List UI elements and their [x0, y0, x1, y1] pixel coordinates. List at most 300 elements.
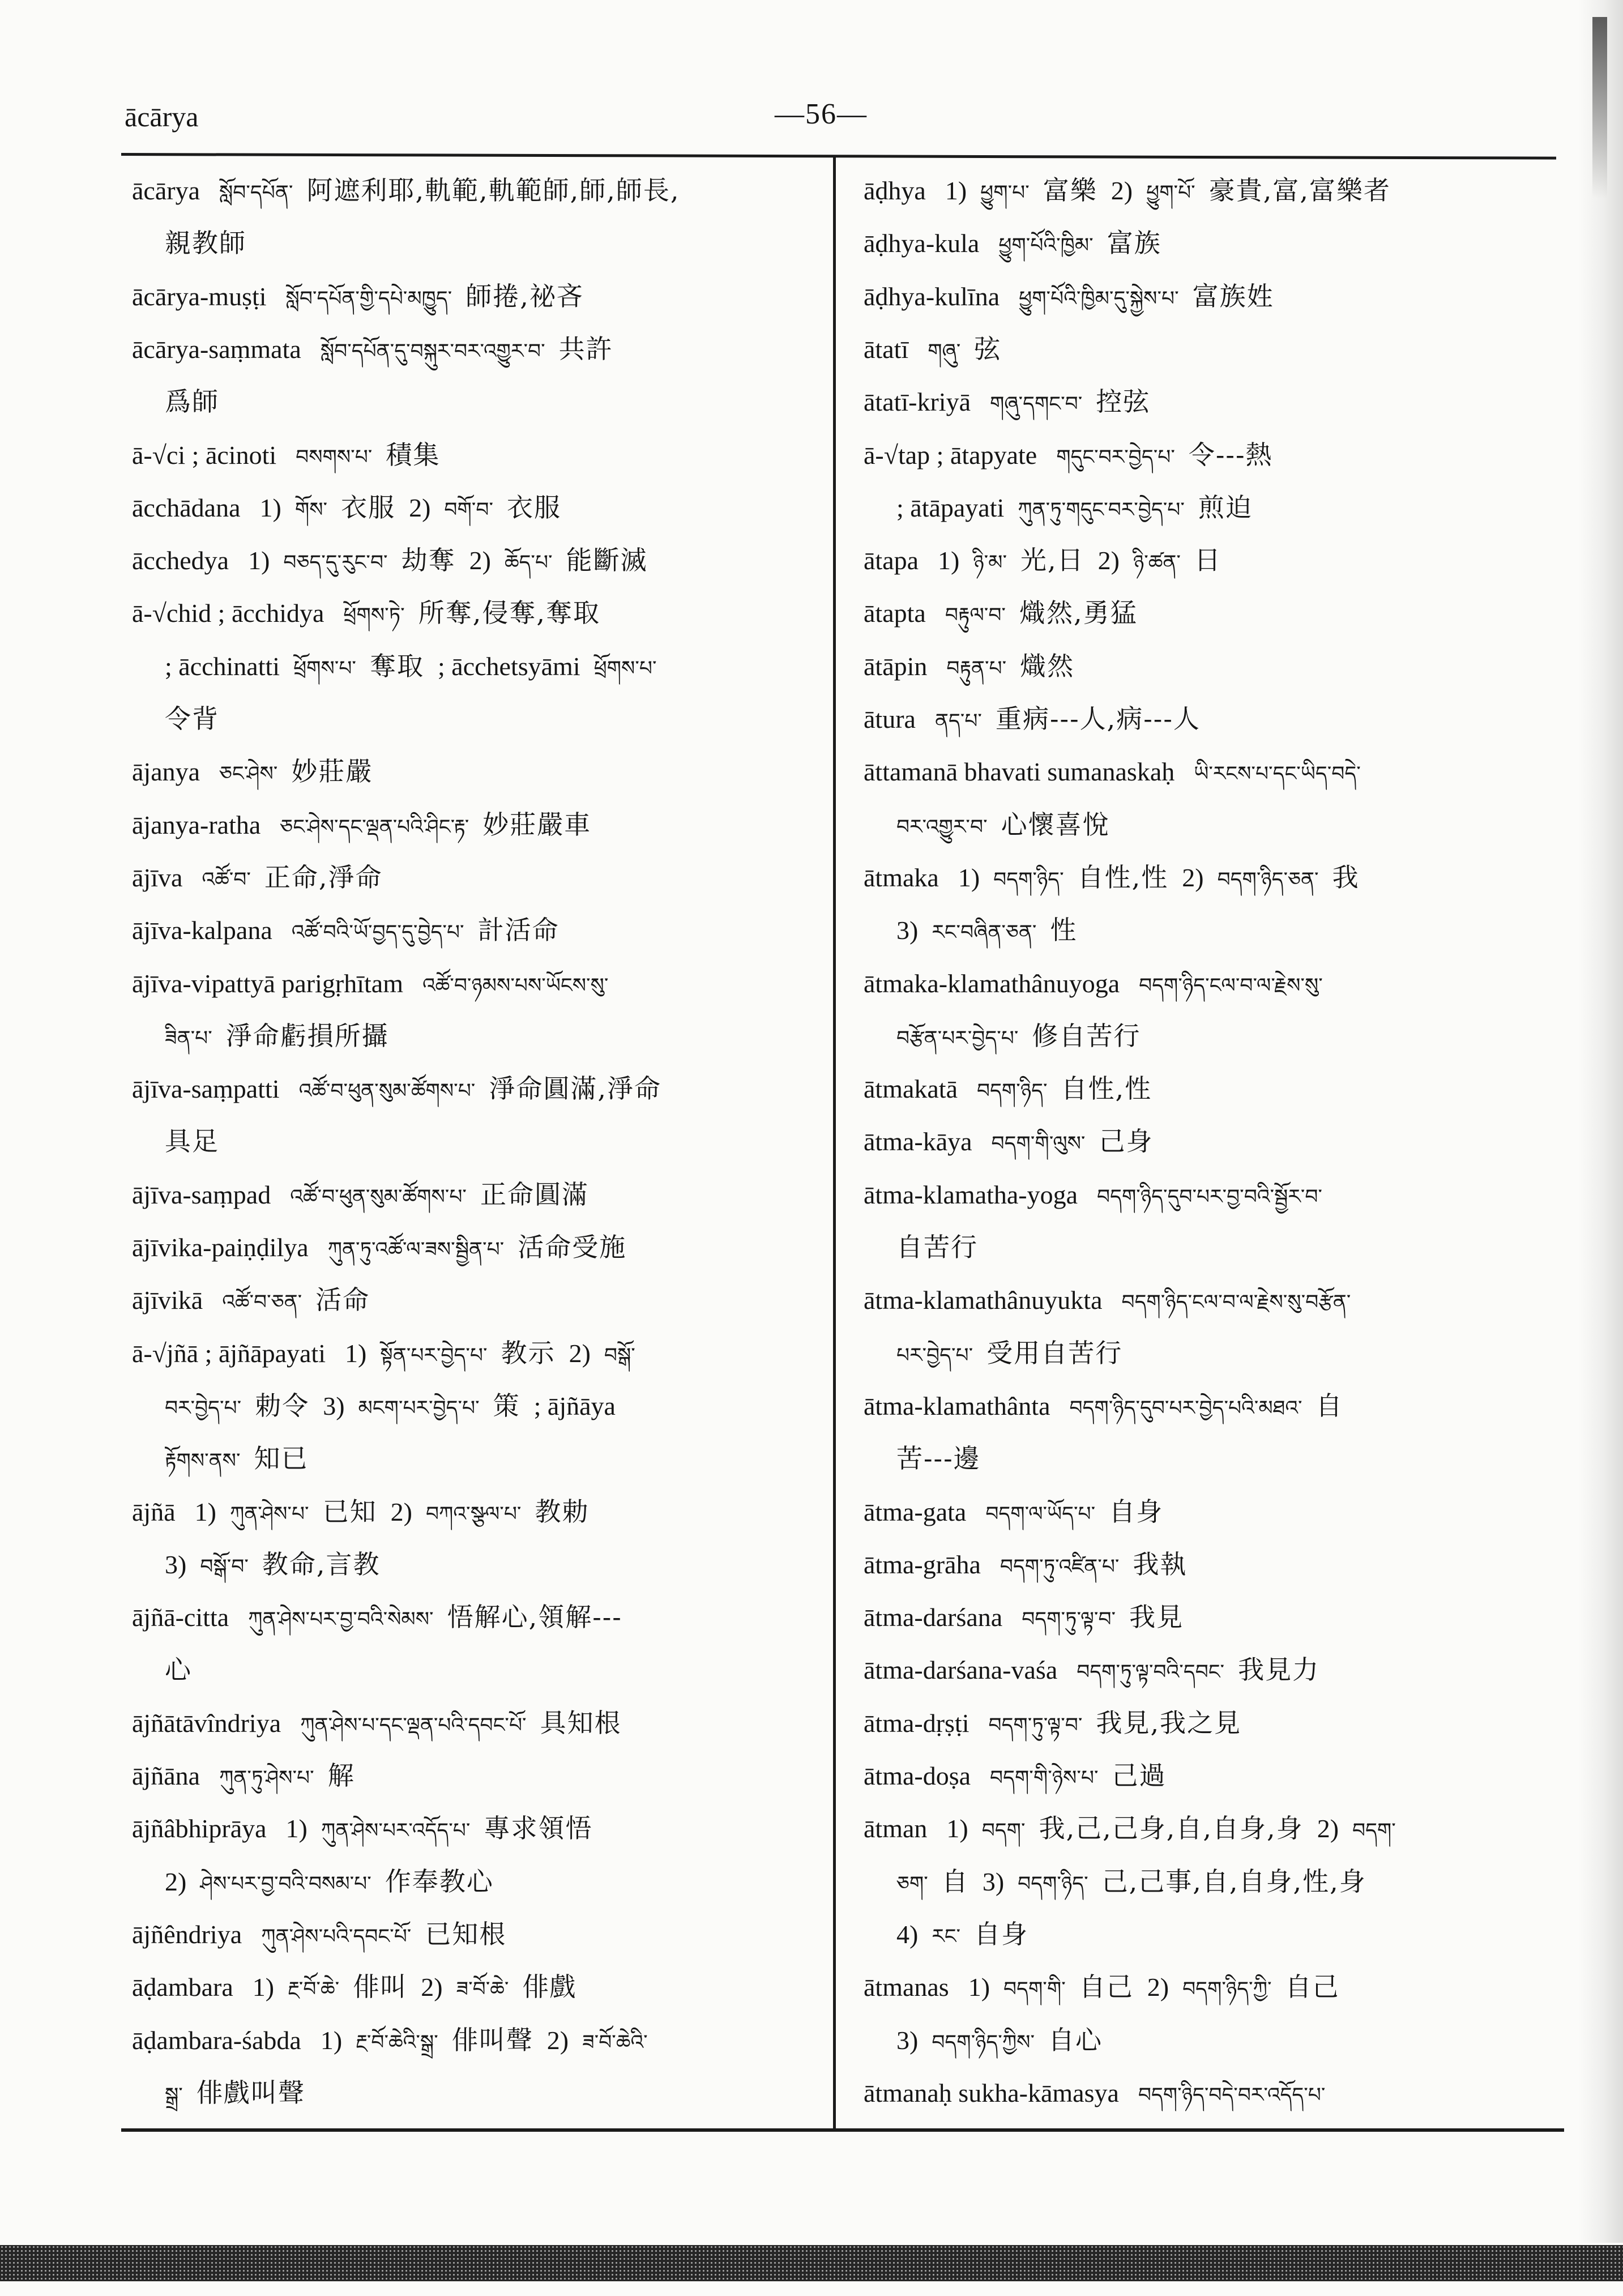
headword: ācārya-muṣṭi — [132, 281, 267, 311]
sense-number: 1) — [285, 1814, 307, 1843]
tibetan-equivalent: ཕྲོགས་ཏེ་ — [343, 604, 405, 628]
entry-first-line — [132, 164, 826, 217]
entry-first-line — [132, 1062, 826, 1115]
entry-first-line — [132, 1221, 826, 1274]
entry-continuation-line — [165, 1432, 826, 1485]
entry-first-line — [864, 1168, 1563, 1221]
tibetan-equivalent: ཉི་མ་ — [973, 551, 1007, 575]
tibetan-equivalent: འཚོ་བའི་ཡོ་བྱད་དུ་བྱེད་པ་ — [291, 921, 464, 945]
chinese-equivalent: 能斷滅 — [566, 545, 648, 576]
tibetan-equivalent: བདག་ཉིད་དུབ་པར་བྱ་བའི་སྦྱོར་བ་ — [1097, 1185, 1322, 1209]
chinese-equivalent: 己,己事,自,自身,性,身 — [1101, 1866, 1366, 1897]
tibetan-equivalent: ཅང་ཤེས་ — [219, 762, 278, 786]
tibetan-equivalent: པར་བྱེད་པ་ — [896, 1343, 973, 1367]
headword: ācārya — [132, 176, 200, 205]
left-column — [132, 164, 826, 2124]
sanskrit-form: ; ājñāya — [533, 1391, 616, 1420]
chinese-equivalent: 策 — [493, 1390, 520, 1421]
chinese-equivalent: 妙莊嚴 — [291, 756, 373, 787]
entry-first-line — [132, 270, 826, 323]
tibetan-equivalent: བདག་ཏུ་ལྟ་བའི་དབང་ — [1077, 1661, 1225, 1684]
chinese-equivalent: 自 — [941, 1866, 969, 1897]
chinese-equivalent: 自苦行 — [896, 1232, 978, 1262]
chinese-equivalent: 己身 — [1099, 1126, 1154, 1157]
tibetan-equivalent: སྟོན་པར་བྱེད་པ་ — [380, 1343, 488, 1367]
chinese-equivalent: 光,日 — [1020, 545, 1084, 576]
chinese-equivalent: 我見力 — [1238, 1654, 1320, 1685]
headword: ājñā-citta — [132, 1603, 229, 1632]
tibetan-equivalent: ཕྱུག་པ་ — [980, 181, 1030, 204]
chinese-equivalent: 積集 — [386, 439, 441, 470]
chinese-equivalent: 我見,我之見 — [1096, 1707, 1242, 1738]
tibetan-equivalent: བསྒོ་ — [604, 1343, 635, 1367]
headword: ātma-grāha — [864, 1550, 981, 1579]
sense-number: 1) — [320, 2025, 343, 2055]
entry-first-line — [864, 957, 1563, 1010]
tibetan-equivalent: ཀུན་ཤེས་པར་བྱ་བའི་སེམས་ — [248, 1608, 434, 1632]
entry-first-line — [864, 693, 1563, 745]
sense-number: 3) — [982, 1867, 1005, 1896]
tibetan-equivalent: གཞུ་དགང་བ་ — [990, 392, 1083, 416]
scan-edge-shadow — [1578, 0, 1623, 2243]
tibetan-equivalent: སློབ་དཔོན་གྱི་དཔེ་མཁྱུད་ — [285, 287, 452, 310]
headword: ātmaka — [864, 863, 939, 892]
tibetan-equivalent: ཤེས་པར་བྱ་བའི་བསམ་པ་ — [200, 1872, 371, 1896]
tibetan-equivalent: བདག་ཉིད་ — [977, 1079, 1048, 1103]
headword: ācchedya — [132, 546, 229, 575]
entry-first-line — [864, 1380, 1563, 1432]
tibetan-equivalent: ཟིན་པ་ — [165, 1026, 212, 1050]
tibetan-equivalent: གདུང་བར་བྱེད་པ་ — [1056, 445, 1175, 469]
tibetan-equivalent: རང་ — [932, 1924, 961, 1948]
chinese-equivalent: 悟解心,領解--- — [447, 1602, 622, 1633]
chinese-equivalent: 親教師 — [165, 228, 246, 259]
tibetan-equivalent: རྔ་བོ་ཆེའི་སྒྲ་ — [356, 2030, 438, 2054]
headword: ātāpin — [864, 651, 928, 681]
headword: ātapa — [864, 546, 919, 575]
headword: ājīvika-paiṇḍilya — [132, 1233, 309, 1262]
tibetan-equivalent: ཀུན་ཤེས་པ་ — [229, 1502, 309, 1526]
chinese-equivalent: 自性,性 — [1077, 861, 1169, 893]
chinese-equivalent: 熾然,勇猛 — [1019, 598, 1138, 629]
headword: ātatī-kriyā — [864, 387, 971, 417]
tibetan-equivalent: ཕྱུག་པོ་ — [1146, 181, 1195, 204]
sense-number: 3) — [896, 916, 919, 945]
sense-number: 1) — [252, 1973, 275, 2002]
entry-continuation-line — [896, 799, 1563, 851]
headword: ājñâbhiprāya — [132, 1814, 267, 1843]
tibetan-equivalent: ཀུན་ཤེས་པའི་དབང་པོ་ — [261, 1924, 412, 1948]
chinese-equivalent: 正命圓滿 — [480, 1179, 589, 1210]
entry-first-line — [864, 270, 1563, 323]
sense-number: 1) — [946, 1814, 968, 1843]
entry-continuation-line — [896, 1221, 1563, 1274]
entry-first-line — [132, 745, 826, 798]
tibetan-equivalent: བཀའ་སྩལ་པ་ — [425, 1502, 522, 1526]
headword: ā-√ci ; ācinoti — [132, 440, 277, 470]
tibetan-equivalent: བདག་ཉིད་ཀྱིས་ — [932, 2030, 1035, 2054]
tibetan-equivalent: རང་བཞིན་ཅན་ — [932, 921, 1037, 945]
entry-continuation-line — [165, 1538, 826, 1591]
tibetan-equivalent: བར་བྱེད་པ་ — [165, 1396, 242, 1420]
entry-first-line — [132, 1749, 826, 1802]
entry-first-line — [132, 957, 826, 1010]
tibetan-equivalent: བདག་ལ་ཡོད་པ་ — [985, 1502, 1096, 1526]
tibetan-equivalent: སློབ་དཔོན་ — [219, 181, 293, 204]
sense-number: 1) — [958, 863, 980, 892]
tibetan-equivalent: ཕྲོགས་པ་ — [293, 656, 356, 680]
chinese-equivalent: 衣服 — [507, 492, 562, 523]
chinese-equivalent: 我見 — [1129, 1602, 1184, 1633]
chinese-equivalent: 俳戲叫聲 — [196, 2077, 305, 2108]
entry-first-line — [132, 1274, 826, 1326]
tibetan-equivalent: གཞུ་ — [928, 339, 961, 363]
tibetan-equivalent: ཅང་ཤེས་དང་ལྡན་པའི་ཤིང་རྟ་ — [280, 815, 469, 839]
tibetan-equivalent: ཀུན་ཤེས་པར་འདོད་པ་ — [321, 1819, 471, 1843]
tibetan-equivalent: ཀུན་ཏུ་འཚོ་ལ་ཟས་སྦྱིན་པ་ — [327, 1238, 505, 1261]
chinese-equivalent: 自己 — [1079, 1971, 1134, 2003]
tibetan-equivalent: བདག་ཉིད་ཀྱི་ — [1182, 1978, 1272, 2001]
sense-number: 2) — [421, 1973, 443, 2002]
chinese-equivalent: 解 — [327, 1760, 355, 1791]
sense-number: 3) — [165, 1550, 187, 1579]
headword: ājñāna — [132, 1761, 200, 1790]
entry-first-line — [132, 481, 826, 534]
entry-continuation-line — [165, 693, 826, 745]
tibetan-equivalent: ཟ་བོ་ཆེ་ — [456, 1978, 509, 2001]
headword: ātma-klamathânuyukta — [864, 1286, 1103, 1315]
entry-first-line — [864, 1591, 1563, 1644]
page-number: —56— — [775, 98, 868, 130]
tibetan-equivalent: བདག་ཉིད་བདེ་བར་འདོད་པ་ — [1138, 2083, 1326, 2107]
tibetan-equivalent: བདག་ཉིད་དུབ་པར་བྱེད་པའི་མཐའ་ — [1069, 1396, 1302, 1420]
chinese-equivalent: 自心 — [1048, 2024, 1103, 2055]
entry-first-line — [132, 429, 826, 481]
chinese-equivalent: 豪貴,富,富樂者 — [1208, 175, 1391, 206]
entry-continuation-line — [165, 1644, 826, 1696]
headword: āḍhya-kulīna — [864, 281, 1000, 311]
headword: ājīva-kalpana — [132, 916, 272, 945]
headword: ā-√tap ; ātapyate — [864, 440, 1037, 470]
chinese-equivalent: 自性,性 — [1061, 1073, 1152, 1104]
sense-number: 1) — [938, 546, 960, 575]
tibetan-equivalent: བདག་གི་ལུས་ — [991, 1132, 1086, 1156]
entry-first-line — [132, 799, 826, 851]
headword: ātma-dṛṣṭi — [864, 1708, 969, 1738]
sense-number: 2) — [1317, 1814, 1339, 1843]
tibetan-equivalent: བསགས་པ་ — [296, 445, 373, 469]
chinese-equivalent: 具足 — [165, 1126, 219, 1157]
tibetan-equivalent: བདག་ — [981, 1819, 1026, 1843]
entry-continuation-line — [165, 1855, 826, 1908]
tibetan-equivalent: བདག་གི་ཉེས་པ་ — [990, 1766, 1099, 1790]
headword: ātmanaḥ sukha-kāmasya — [864, 2078, 1119, 2107]
entry-first-line — [132, 587, 826, 639]
chinese-equivalent: 煎迫 — [1198, 492, 1253, 523]
chinese-equivalent: 富樂 — [1043, 175, 1097, 206]
chinese-equivalent: 已知根 — [425, 1918, 507, 1949]
chinese-equivalent: 令背 — [165, 703, 219, 734]
entry-continuation-line — [165, 2067, 826, 2119]
headword: ātmakatā — [864, 1074, 958, 1104]
entry-first-line — [132, 1961, 826, 2013]
chinese-equivalent: 正命,淨命 — [264, 861, 383, 893]
headword: ātmaka-klamathânuyoga — [864, 968, 1120, 998]
headword: ājñêndriya — [132, 1919, 242, 1949]
sense-number: 3) — [323, 1391, 345, 1420]
entry-first-line — [132, 1327, 826, 1380]
entry-first-line — [132, 1591, 826, 1644]
headword: ājīva — [132, 863, 183, 892]
running-head: ācārya — [125, 101, 199, 133]
entry-continuation-line — [165, 375, 826, 428]
tibetan-equivalent: འཚོ་བ་ཕུན་སུམ་ཚོགས་པ་ — [290, 1185, 467, 1209]
headword: ā-√chid ; ācchidya — [132, 599, 324, 628]
chinese-equivalent: 我 — [1332, 861, 1360, 893]
tibetan-equivalent: བརྟུལ་བ་ — [945, 604, 1006, 628]
tibetan-equivalent: བར་འགྱུར་བ་ — [896, 815, 988, 839]
chinese-equivalent: 控弦 — [1096, 386, 1151, 417]
entry-first-line — [864, 1115, 1563, 1168]
headword: āttamanā bhavati sumanaskaḥ — [864, 757, 1175, 787]
entry-first-line — [864, 1749, 1563, 1802]
entry-continuation-line — [165, 1010, 826, 1062]
chinese-equivalent: 教勅 — [535, 1496, 590, 1527]
chinese-equivalent: 爲師 — [165, 386, 219, 417]
tibetan-equivalent: ཟ་བོ་ཆེའི་ — [582, 2030, 648, 2054]
tibetan-equivalent: འཚོ་བ་ — [202, 868, 251, 891]
entry-first-line — [864, 375, 1563, 428]
tibetan-equivalent: ཆོད་པ་ — [504, 551, 553, 575]
tibetan-equivalent: བདག་ — [1352, 1819, 1396, 1843]
chinese-equivalent: 富族姓 — [1192, 280, 1274, 311]
chinese-equivalent: 已知 — [322, 1496, 377, 1527]
chinese-equivalent: 阿遮利耶,軌範,軌範師,師,師長, — [306, 175, 680, 206]
chinese-equivalent: 計活命 — [477, 915, 559, 946]
chinese-equivalent: 共許 — [558, 333, 613, 364]
scan-edge-streak — [1592, 17, 1607, 198]
chinese-equivalent: 修自苦行 — [1032, 1020, 1141, 1051]
chinese-equivalent: 作奉教心 — [385, 1866, 494, 1897]
tibetan-equivalent: ཀུན་ཏུ་གདུང་བར་བྱེད་པ་ — [1018, 498, 1185, 522]
entry-first-line — [864, 164, 1563, 217]
chinese-equivalent: 教示 — [501, 1337, 556, 1368]
headword: āḍambara — [132, 1973, 233, 2002]
chinese-equivalent: 富族 — [1107, 228, 1161, 259]
tibetan-equivalent: བསྒོ་བ་ — [200, 1555, 249, 1578]
headword: ātapta — [864, 599, 926, 628]
tibetan-equivalent: འཚོ་བ་ཕུན་སུམ་ཚོགས་པ་ — [298, 1079, 476, 1103]
chinese-equivalent: 自身 — [1109, 1496, 1164, 1527]
tibetan-equivalent: བདག་ཉིད་ངལ་བ་ལ་རྗེས་སུ་ — [1139, 974, 1323, 997]
tibetan-equivalent: ཕྱུག་པོའི་ཁྱིམ་དུ་སྐྱེས་པ་ — [1019, 287, 1179, 310]
entry-first-line — [864, 323, 1563, 375]
chinese-equivalent: 自 — [1316, 1390, 1343, 1421]
chinese-equivalent: 心懷喜悅 — [1001, 809, 1110, 840]
entry-continuation-line — [165, 217, 826, 270]
sense-number: 3) — [896, 2025, 919, 2055]
headword: āḍhya — [864, 176, 926, 205]
tibetan-equivalent: བརྩོན་པར་བྱེད་པ་ — [896, 1026, 1019, 1050]
headword: ā-√jñā ; ājñāpayati — [132, 1338, 326, 1368]
headword: ātma-kāya — [864, 1127, 972, 1156]
headword: ātma-klamatha-yoga — [864, 1180, 1078, 1209]
entry-continuation-line — [165, 1115, 826, 1168]
sense-number: 2) — [409, 493, 431, 522]
sense-number: 2) — [546, 2025, 569, 2055]
column-divider — [833, 155, 836, 2131]
chinese-equivalent: 日 — [1194, 545, 1221, 576]
sense-number: 4) — [896, 1919, 919, 1949]
sense-number: 1) — [194, 1497, 216, 1526]
chinese-equivalent: 俳戲 — [522, 1971, 577, 2003]
entry-first-line — [864, 2067, 1563, 2119]
sense-number: 1) — [968, 1973, 990, 2002]
chinese-equivalent: 活命 — [315, 1284, 370, 1316]
entry-first-line — [132, 534, 826, 587]
chinese-equivalent: 俳叫 — [353, 1971, 408, 2003]
headword: āḍambara-śabda — [132, 2025, 301, 2055]
headword: ātma-darśana — [864, 1603, 1003, 1632]
chinese-equivalent: 奪取 — [370, 650, 424, 681]
sense-number: 1) — [248, 546, 270, 575]
tibetan-equivalent: བདག་ཏུ་ལྟ་བ་ — [988, 1713, 1083, 1737]
sense-number: 1) — [344, 1338, 367, 1368]
sense-number: 2) — [165, 1867, 187, 1896]
sense-number: 1) — [259, 493, 281, 522]
sense-number: 2) — [1097, 546, 1120, 575]
tibetan-equivalent: རྔ་བོ་ཆེ་ — [288, 1978, 340, 2001]
entry-first-line — [132, 1168, 826, 1221]
sense-number: 1) — [945, 176, 967, 205]
chinese-equivalent: 劫奪 — [401, 545, 456, 576]
tibetan-equivalent: ཉི་ཚན་ — [1133, 551, 1181, 575]
entry-first-line — [864, 217, 1563, 270]
entry-first-line — [864, 851, 1563, 904]
entry-first-line — [132, 2014, 826, 2067]
chinese-equivalent: 己過 — [1112, 1760, 1167, 1791]
headword: ācchādana — [132, 493, 241, 522]
tibetan-equivalent: བགོ་བ་ — [444, 498, 494, 522]
tibetan-equivalent: ཀུན་ཤེས་པ་དང་ལྡན་པའི་དབང་པོ་ — [300, 1713, 527, 1737]
entry-first-line — [864, 1486, 1563, 1538]
headword: ājñātāvîndriya — [132, 1708, 281, 1738]
tibetan-equivalent: སྒྲ་ — [165, 2083, 183, 2107]
chinese-equivalent: 苦---邊 — [896, 1443, 981, 1474]
chinese-equivalent: 淨命虧損所攝 — [225, 1020, 389, 1051]
entry-first-line — [864, 1802, 1563, 1855]
chinese-equivalent: 知已 — [254, 1443, 309, 1474]
tibetan-equivalent: བདག་ཉིད་ཅན་ — [1217, 868, 1319, 891]
entry-first-line — [864, 534, 1563, 587]
tibetan-equivalent: བདག་གི་ — [1003, 1978, 1066, 2001]
entry-first-line — [864, 1274, 1563, 1326]
tibetan-equivalent: བདག་ཏུ་ལྟ་བ་ — [1022, 1608, 1116, 1632]
chinese-equivalent: 熾然 — [1020, 650, 1075, 681]
sense-number: 2) — [1111, 176, 1133, 205]
entry-continuation-line — [896, 1855, 1563, 1908]
tibetan-equivalent: སློབ་དཔོན་དུ་བསྐུར་བར་འགྱུར་བ་ — [320, 339, 545, 363]
headword: ājīvikā — [132, 1286, 203, 1315]
header-rule — [121, 153, 1556, 160]
entry-continuation-line — [896, 481, 1563, 534]
entry-continuation-line — [896, 904, 1563, 957]
footer-rule — [121, 2128, 1564, 2132]
tibetan-equivalent: བདག་ཉིད་ — [1018, 1872, 1088, 1896]
sense-number: 2) — [390, 1497, 412, 1526]
headword: ātmanas — [864, 1973, 949, 2002]
tibetan-equivalent: ཡི་རངས་པ་དང་ཡིད་བདེ་ — [1194, 762, 1361, 786]
tibetan-equivalent: མངག་པར་བྱེད་པ་ — [358, 1396, 480, 1420]
chinese-equivalent: 具知根 — [540, 1707, 622, 1738]
sanskrit-form: ; ātāpayati — [896, 493, 1005, 522]
entry-first-line — [864, 587, 1563, 639]
headword: ātman — [864, 1814, 928, 1843]
chinese-equivalent: 自身 — [974, 1918, 1029, 1949]
sense-number: 2) — [1147, 1973, 1169, 2002]
entry-continuation-line — [896, 2014, 1563, 2067]
headword: ācārya-saṃmata — [132, 334, 301, 364]
chinese-equivalent: 師捲,祕吝 — [465, 280, 584, 311]
entry-first-line — [864, 640, 1563, 693]
headword: ājanya-ratha — [132, 810, 261, 839]
tibetan-equivalent: བརྟུན་པ་ — [946, 656, 1007, 680]
entry-continuation-line — [896, 1432, 1563, 1485]
chinese-equivalent: 妙莊嚴車 — [482, 809, 592, 840]
chinese-equivalent: 淨命圓滿,淨命 — [489, 1073, 661, 1104]
headword: ājīva-vipattyā parigṛhītam — [132, 968, 403, 998]
headword: ātma-gata — [864, 1497, 967, 1526]
chinese-equivalent: 我,己,己身,自,自身,身 — [1039, 1813, 1304, 1844]
tibetan-equivalent: ཅག་ — [896, 1872, 928, 1896]
entry-first-line — [132, 1802, 826, 1855]
entry-first-line — [864, 1961, 1563, 2013]
tibetan-equivalent: ནད་པ་ — [934, 710, 982, 733]
headword: ātma-darśana-vaśa — [864, 1655, 1058, 1685]
entry-first-line — [864, 745, 1563, 798]
sense-number: 2) — [1182, 863, 1204, 892]
entry-continuation-line — [165, 640, 826, 693]
headword: ātma-klamathânta — [864, 1391, 1050, 1420]
sanskrit-form: ; ācchinatti — [165, 651, 280, 681]
chinese-equivalent: 受用自苦行 — [986, 1337, 1123, 1368]
tibetan-equivalent: གོས་ — [294, 498, 328, 522]
headword: ātura — [864, 705, 916, 733]
tibetan-equivalent: རྟོགས་ནས་ — [165, 1449, 241, 1473]
headword: ājñā — [132, 1497, 176, 1526]
chinese-equivalent: 自己 — [1285, 1971, 1340, 2003]
chinese-equivalent: 所奪,侵奪,奪取 — [418, 598, 600, 629]
entry-first-line — [864, 1538, 1563, 1591]
entry-first-line — [864, 1697, 1563, 1749]
headword: ājīva-saṃpad — [132, 1180, 271, 1209]
chinese-equivalent: 弦 — [974, 333, 1002, 364]
chinese-equivalent: 勅令 — [255, 1390, 310, 1421]
tibetan-equivalent: བདག་ཉིད་ — [993, 868, 1064, 891]
entry-first-line — [864, 429, 1563, 481]
tibetan-equivalent: འཚོ་བ་ཉམས་པས་ཡོངས་སུ་ — [422, 974, 609, 997]
tibetan-equivalent: ཕྲོགས་པ་ — [593, 656, 657, 680]
chinese-equivalent: 活命受施 — [518, 1232, 627, 1262]
chinese-equivalent: 我執 — [1133, 1548, 1188, 1580]
sense-number: 2) — [469, 546, 491, 575]
entry-first-line — [132, 1908, 826, 1961]
chinese-equivalent: 衣服 — [341, 492, 396, 523]
entry-first-line — [132, 904, 826, 957]
chinese-equivalent: 令---熱 — [1188, 439, 1273, 470]
right-column — [864, 164, 1563, 2124]
entry-continuation-line — [896, 1327, 1563, 1380]
